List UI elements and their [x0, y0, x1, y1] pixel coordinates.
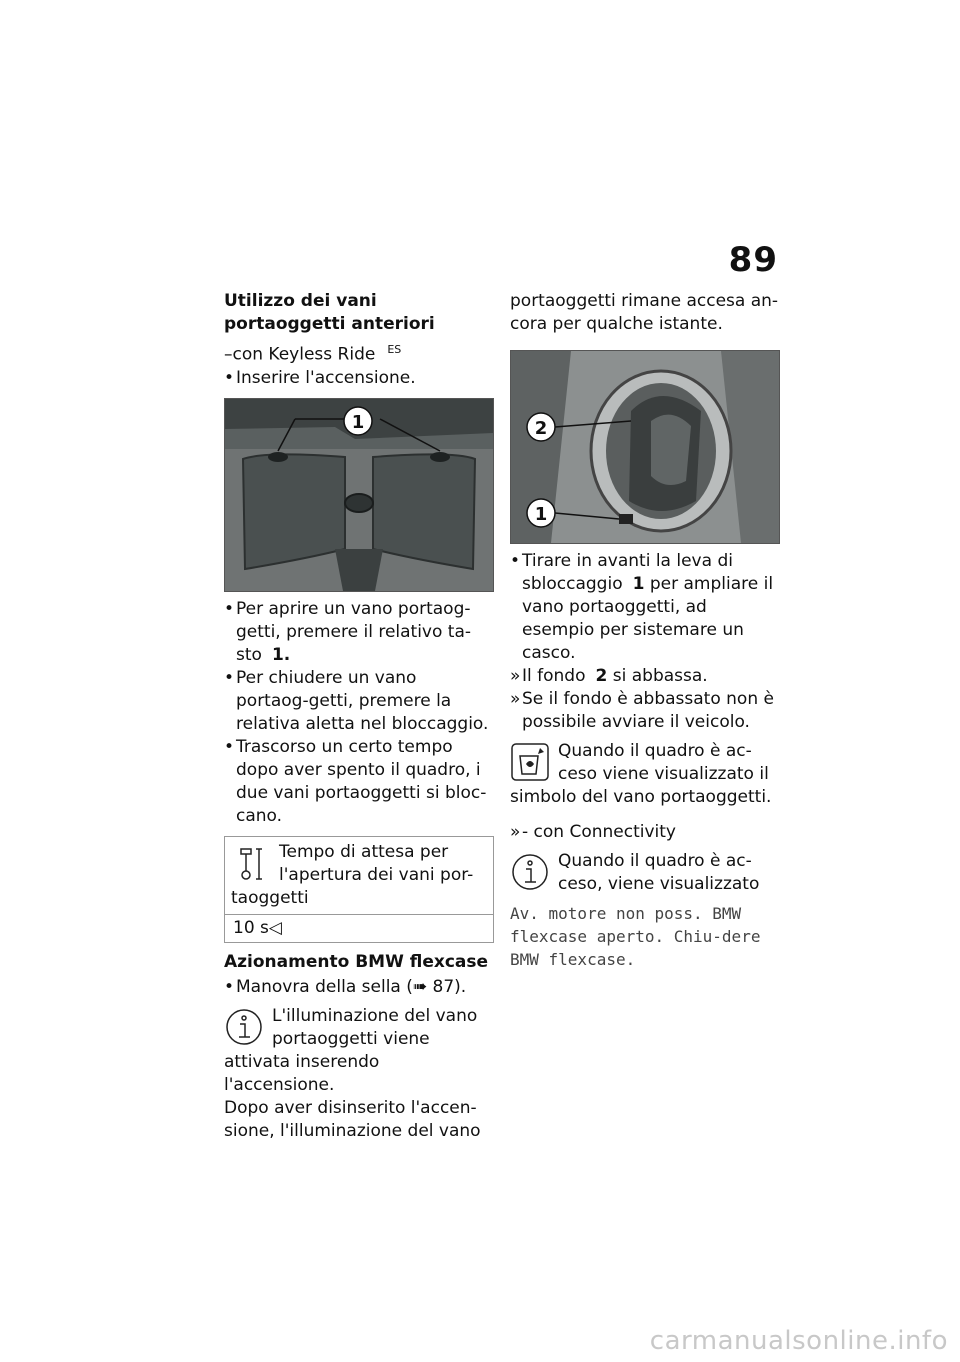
left-column — [224, 290, 494, 1149]
list-item: • Inserire l'accensione. — [224, 367, 416, 388]
continuation-text: portaoggetti rimane accesa an-cora per qualche istante. — [510, 291, 779, 334]
page-number: 89 — [728, 240, 778, 280]
list-item: • Manovra della sella (➠ 87). — [224, 976, 467, 997]
list-item: • Tirare in avanti la leva di sbloccaggio 1 per ampliare il vano portaoggetti, ad esempio per sistemare un casco. — [510, 551, 774, 663]
info-icon — [224, 1007, 264, 1047]
step-list-5 — [510, 821, 780, 844]
flexcase-illustration — [511, 351, 779, 543]
info-icon — [510, 852, 550, 892]
right-column — [510, 290, 780, 971]
display-message: Av. motore non poss. BMW flexcase aperto. Chiu-dere BMW flexcase. — [510, 904, 761, 969]
section-heading: Utilizzo dei vani portaoggetti anteriori — [224, 291, 435, 334]
storage-buttons-illustration — [225, 399, 493, 591]
callout-label: 1 — [351, 411, 365, 433]
info-text: L'illuminazione del vano portaoggetti viene attivata inserendo l'accensione. — [224, 1005, 478, 1095]
info-text-2: Dopo aver disinserito l'accen-sione, l'illuminazione del vano — [224, 1097, 481, 1141]
result-item: » Il fondo 2 si abbassa. — [510, 666, 708, 686]
storage-buttons-photo — [224, 398, 494, 592]
flexcase-symbol-note: Quando il quadro è ac-ceso viene visualizzato il simbolo del vano portaoggetti. — [510, 741, 772, 807]
list-item: • Per chiudere un vano portaog-getti, premere la relativa aletta nel bloccaggio. — [224, 667, 489, 734]
step-list-1 — [224, 367, 494, 390]
condition-line: –con Keyless Ride $^{ES}$ — [224, 343, 402, 365]
callout-label-1: 1 — [534, 504, 548, 525]
flexcase-photo — [510, 350, 780, 544]
spec-table — [224, 836, 494, 943]
list-item: • Per aprire un vano portaog-getti, premere il relativo ta-sto 1. — [224, 598, 472, 665]
torque-wrench-icon — [231, 843, 271, 883]
callout-label-2: 2 — [534, 418, 548, 439]
step-list-3 — [224, 976, 494, 999]
step-list-4 — [510, 550, 780, 734]
section-heading-flexcase: Azionamento BMW flexcase — [224, 951, 489, 972]
list-item: • Trascorso un certo tempo dopo aver spento il quadro, i due vani portaoggetti si bloc-cano. — [224, 736, 487, 826]
step-list-2 — [224, 598, 494, 828]
watermark: carmanualsonline.info — [649, 1326, 948, 1356]
spec-header: Tempo di attesa per l'apertura dei vani por-taoggetti — [225, 837, 493, 915]
spec-value: 10 s◁ — [233, 917, 282, 938]
info-note — [224, 1005, 494, 1143]
result-item: » - con Connectivity — [510, 822, 676, 842]
result-item: » Se il fondo è abbassato non è possibile avviare il veicolo. — [510, 689, 774, 732]
connectivity-note: Quando il quadro è ac-ceso, viene visualizzato — [510, 850, 780, 896]
flexcase-symbol-icon — [510, 742, 550, 782]
